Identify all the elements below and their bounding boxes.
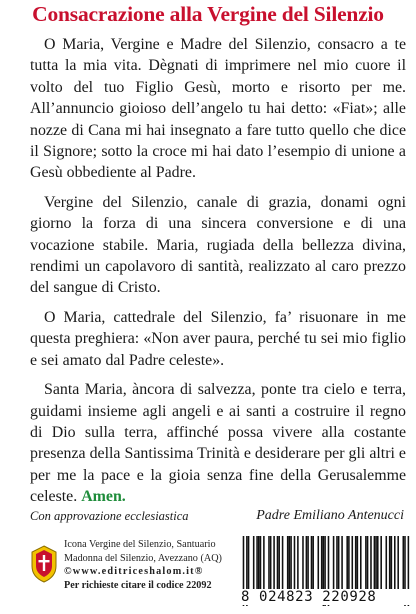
barcode-bar (282, 536, 284, 592)
barcode-bar (403, 536, 405, 592)
barcode-bar (258, 536, 260, 592)
prayer-text (30, 34, 406, 508)
barcode-bar (367, 536, 369, 592)
credit-text (64, 538, 236, 592)
barcode-bar (268, 536, 270, 592)
ecclesiastical-approval: Con approvazione ecclesiastica (30, 509, 189, 523)
barcode-bar (311, 536, 313, 592)
barcode-bar (307, 536, 309, 592)
amen-text: Amen. (81, 488, 126, 506)
prayer-paragraph: Vergine del Silenzio, canale di grazia, donami ogni giorno la forza di una sincera conversione e di una vocazione stabile. Maria, rugiada della bellezza divina, rendimi un capolavoro di santità, realizzato al caro prezzo del sangue di Cristo. (30, 193, 406, 297)
barcode-bar (389, 536, 391, 592)
barcode-bar (306, 536, 308, 592)
barcode-bar (370, 536, 372, 592)
barcode-bar (278, 536, 280, 592)
barcode-number: 8 024823 220928 (241, 589, 411, 605)
barcode-bar (391, 536, 393, 592)
barcode-bar (248, 536, 250, 592)
barcode-bar (377, 536, 379, 592)
barcode-bar (352, 536, 354, 592)
barcode-bar (386, 536, 388, 592)
barcode-bar (318, 536, 320, 592)
prayer-paragraph: O Maria, cattedrale del Silenzio, fa’ risuonare in me questa preghiera: «Non aver paura, perché tu sei mio figlio e sei amato dal Padre celeste». (30, 308, 406, 369)
page-title: Consacrazione alla Vergine del Silenzio (32, 2, 384, 26)
barcode-bar (302, 536, 304, 592)
website-text: ©www.editriceshalom.it® (64, 566, 204, 578)
prayer-paragraph: O Maria, Vergine e Madre del Silenzio, consacro a te tutta la mia vita. Dègnati di imprimere nel mio cuore il volto del tuo Figlio Gesù, morto e risorto per me. All’annuncio gioioso dell’angelo tu hai detto: «Fiat»; alle nozze di Cana mi hai insegnato a fare tutto quello che dice il Signore; sotto la croce mi hai dato l’esempio di unione a Gesù obbediente al Padre. (30, 36, 406, 182)
barcode-bar (374, 536, 376, 592)
footer (0, 530, 416, 614)
author-signature: Padre Emiliano Antenucci (256, 508, 404, 523)
barcode-bar (380, 536, 382, 592)
credit-line: Icona Vergine del Silenzio, Santuario (64, 539, 216, 550)
barcode-bar (289, 536, 291, 592)
barcode-bar (270, 536, 272, 592)
barcode-bar (375, 536, 377, 592)
barcode-bar (277, 536, 279, 592)
barcode-bar (355, 536, 357, 592)
prayer-paragraph-last (30, 379, 406, 507)
barcode-bar (365, 536, 367, 592)
barcode-bar (321, 536, 323, 592)
barcode-bar (338, 536, 340, 592)
barcode-bar (297, 536, 299, 592)
order-code-text: Per richieste citare il codice 22092 (64, 579, 212, 591)
credit-line: Madonna del Silenzio, Avezzano (AQ) (64, 552, 222, 564)
barcode-bar (273, 536, 275, 592)
barcode-bar (290, 536, 292, 592)
barcode-bar (312, 536, 314, 592)
prayer-last-text: Santa Maria, àncora di salvezza, ponte tra cielo e terra, guidami insieme agli angeli e ai santi a costruire il regno di Dio sulla terra, affinché possa vivere alla costante presenza della Santissima Trinità e desiderare per gli altri e per me la pace e la gioia senza fine della Gerusalemme celeste. (30, 381, 406, 506)
barcode-bar (263, 536, 265, 592)
barcode-bar (256, 536, 258, 592)
barcode-bar (360, 536, 362, 592)
barcode-bar (294, 536, 296, 592)
barcode-bar (336, 536, 338, 592)
publisher-logo-icon (30, 544, 58, 584)
barcode-bar (346, 536, 348, 592)
barcode-bar (394, 536, 396, 592)
barcode-bar (253, 536, 255, 592)
barcode-bar (333, 536, 335, 592)
barcode-bar (348, 536, 350, 592)
barcode-bar (341, 536, 343, 592)
barcode-bar (260, 536, 262, 592)
barcode-bar (287, 536, 289, 592)
barcode-bar (397, 536, 399, 592)
barcode-bar (357, 536, 359, 592)
